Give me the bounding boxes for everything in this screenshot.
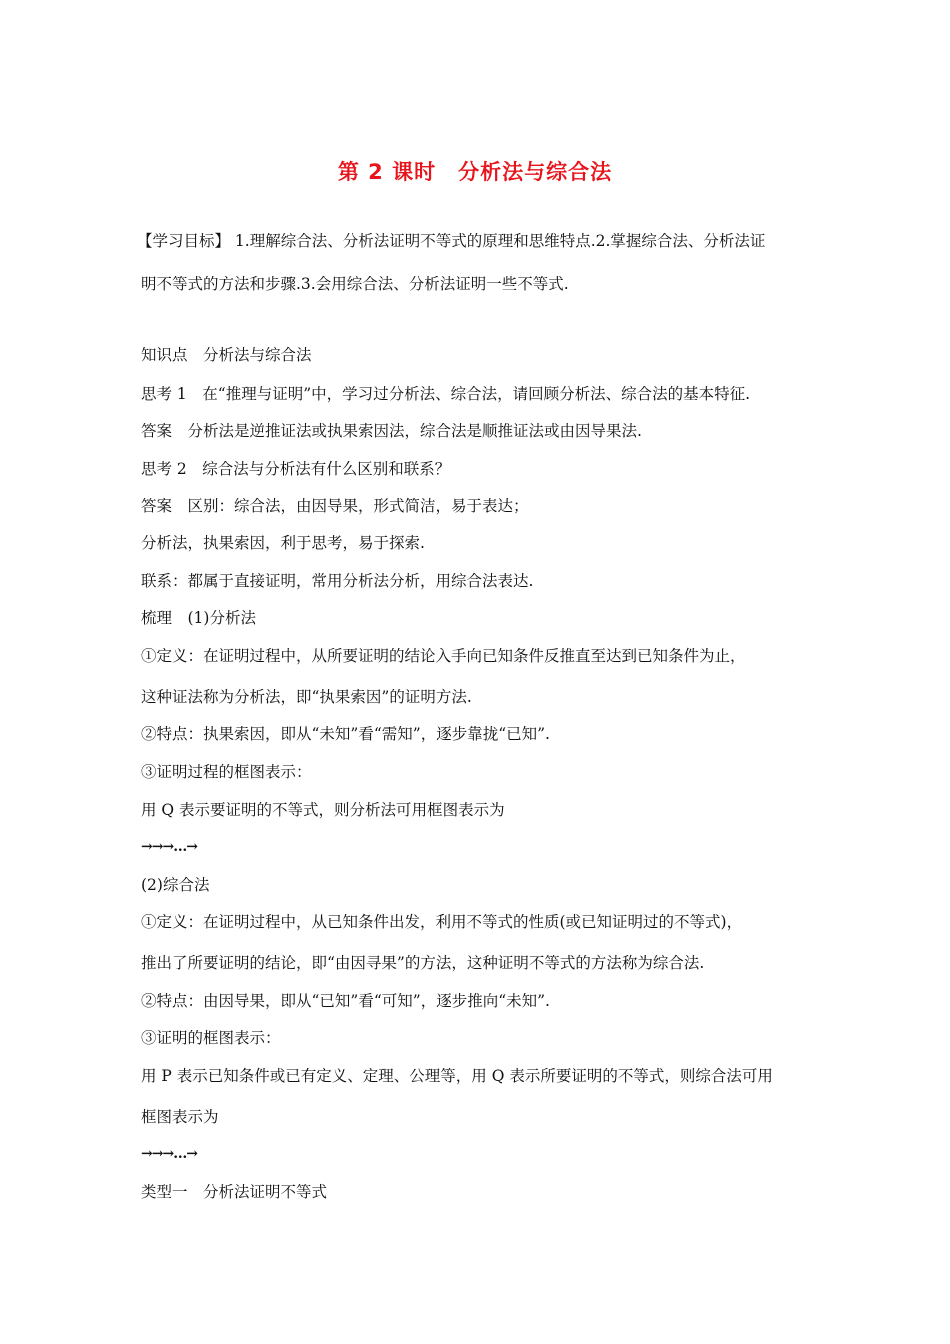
page-title: 第 2 课时 分析法与综合法	[337, 160, 613, 184]
synthesis-definition-line-1: ①定义：在证明过程中，从已知条件出发，利用不等式的性质(或已知证明过的不等式)，	[141, 913, 743, 931]
analysis-definition-line-2: 这种证法称为分析法，即“执果索因”的证明方法.	[141, 688, 472, 706]
analysis-definition-line-1: ①定义：在证明过程中，从所要证明的结论入手向已知条件反推直至达到已知条件为止，	[141, 647, 746, 665]
summary-heading: 梳理 (1)分析法	[141, 609, 256, 627]
synthesis-diagram-heading: ③证明的框图表示：	[141, 1029, 281, 1047]
learning-goals-line-2: 明不等式的方法和步骤.3.会用综合法、分析法证明一些不等式.	[141, 275, 569, 293]
learning-goals-line-1: 【学习目标】 1.理解综合法、分析法证明不等式的原理和思维特点.2.掌握综合法、分析法证	[137, 232, 766, 250]
answer-2-line-2: 分析法，执果索因，利于思考，易于探索.	[141, 534, 425, 552]
synthesis-definition-line-2: 推出了所要证明的结论，即“由因寻果”的方法，这种证明不等式的方法称为综合法.	[141, 954, 705, 972]
section-heading: 知识点 分析法与综合法	[141, 346, 312, 364]
synthesis-flow-arrows: →→→…→	[141, 1146, 197, 1162]
analysis-diagram-desc: 用 Q 表示要证明的不等式，则分析法可用框图表示为	[141, 801, 505, 819]
answer-2-line-1: 答案 区别：综合法，由因导果，形式简洁，易于表达；	[141, 497, 529, 515]
analysis-diagram-heading: ③证明过程的框图表示：	[141, 763, 312, 781]
analysis-feature: ②特点：执果索因，即从“未知”看“需知”，逐步靠拢“已知”.	[141, 725, 550, 743]
analysis-flow-arrows: →→→…→	[141, 839, 197, 855]
synthesis-diagram-desc-line-2: 框图表示为	[141, 1108, 219, 1126]
type-one-heading: 类型一 分析法证明不等式	[141, 1183, 328, 1201]
answer-2-line-3: 联系：都属于直接证明，常用分析法分析，用综合法表达.	[141, 572, 534, 590]
synthesis-heading: (2)综合法	[141, 876, 210, 894]
synthesis-diagram-desc-line-1: 用 P 表示已知条件或已有定义、定理、公理等，用 Q 表示所要证明的不等式，则综合法可用	[141, 1067, 773, 1085]
answer-1: 答案 分析法是逆推证法或执果索因法，综合法是顺推证法或由因导果法.	[141, 422, 642, 440]
question-1: 思考 1 在“推理与证明”中，学习过分析法、综合法，请回顾分析法、综合法的基本特征.	[141, 385, 751, 403]
synthesis-feature: ②特点：由因导果，即从“已知”看“可知”，逐步推向“未知”.	[141, 992, 550, 1010]
question-2: 思考 2 综合法与分析法有什么区别和联系？	[141, 460, 451, 478]
